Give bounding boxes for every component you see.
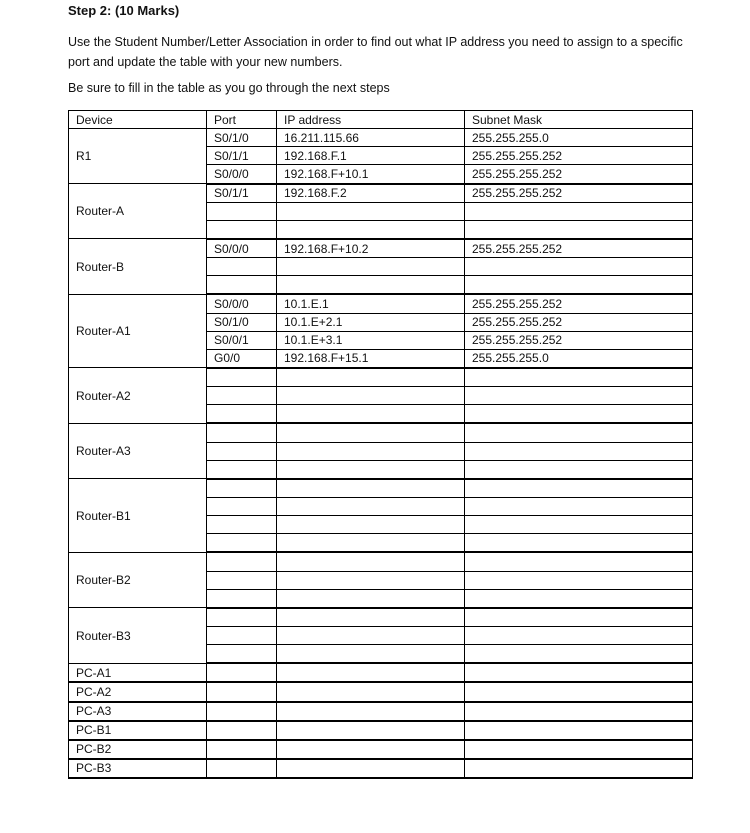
subnet-mask-cell: [465, 258, 693, 276]
ip-address-cell: 192.168.F.1: [277, 147, 465, 165]
table-row: [69, 663, 693, 682]
ip-address-cell: [277, 759, 465, 778]
table-row: [69, 608, 693, 627]
subnet-mask-cell: [465, 516, 693, 534]
instructions-paragraph: Use the Student Number/Letter Association in order to find out what IP address you need to assign to a specific port and update the table with your new numbers.: [68, 35, 683, 69]
header-ip-address: IP address: [277, 111, 465, 129]
device-cell: Router-A1: [69, 294, 207, 368]
subnet-mask-cell: [465, 702, 693, 721]
table-row: [69, 702, 693, 721]
subnet-mask-cell: [465, 497, 693, 515]
table-row: [69, 479, 693, 498]
table-row: [69, 239, 693, 258]
port-cell: [207, 276, 277, 295]
ip-address-cell: [277, 552, 465, 571]
table-header-row: [69, 111, 693, 129]
ip-address-cell: [277, 387, 465, 405]
subnet-mask-cell: 255.255.255.252: [465, 294, 693, 313]
device-cell: Router-B: [69, 239, 207, 294]
table-row: [69, 368, 693, 387]
subnet-mask-cell: [465, 220, 693, 239]
subnet-mask-cell: [465, 534, 693, 553]
ip-address-cell: [277, 702, 465, 721]
port-cell: S0/0/0: [207, 294, 277, 313]
ip-address-cell: 10.1.E+2.1: [277, 313, 465, 331]
subnet-mask-cell: [465, 589, 693, 608]
port-cell: [207, 220, 277, 239]
ip-address-cell: [277, 626, 465, 644]
port-cell: G0/0: [207, 349, 277, 368]
step-heading: Step 2: (10 Marks): [68, 3, 180, 18]
device-cell: R1: [69, 129, 207, 184]
device-cell: Router-A2: [69, 368, 207, 423]
table-row: [69, 682, 693, 701]
ip-address-cell: [277, 534, 465, 553]
port-cell: S0/1/0: [207, 129, 277, 147]
port-cell: [207, 202, 277, 220]
port-cell: S0/0/1: [207, 331, 277, 349]
subnet-mask-cell: 255.255.255.252: [465, 165, 693, 184]
port-cell: [207, 534, 277, 553]
ip-address-cell: [277, 645, 465, 664]
subnet-mask-cell: [465, 608, 693, 627]
ip-address-cell: [277, 721, 465, 740]
port-cell: S0/0/0: [207, 165, 277, 184]
ip-address-cell: [277, 220, 465, 239]
header-device: Device: [69, 111, 207, 129]
port-cell: [207, 516, 277, 534]
subnet-mask-cell: [465, 460, 693, 479]
subnet-mask-cell: 255.255.255.0: [465, 129, 693, 147]
subnet-mask-cell: [465, 721, 693, 740]
ip-address-cell: [277, 460, 465, 479]
port-cell: [207, 589, 277, 608]
subnet-mask-cell: 255.255.255.252: [465, 147, 693, 165]
ip-address-cell: [277, 423, 465, 442]
ip-address-cell: 10.1.E.1: [277, 294, 465, 313]
table-row: [69, 759, 693, 778]
subnet-mask-cell: [465, 368, 693, 387]
device-cell: Router-B3: [69, 608, 207, 663]
device-cell: PC-A3: [69, 702, 207, 721]
ip-address-cell: [277, 368, 465, 387]
header-port: Port: [207, 111, 277, 129]
subnet-mask-cell: [465, 405, 693, 424]
table-row: [69, 184, 693, 203]
ip-address-cell: [277, 571, 465, 589]
ip-address-cell: [277, 608, 465, 627]
subnet-mask-cell: [465, 387, 693, 405]
subnet-mask-cell: 255.255.255.252: [465, 313, 693, 331]
port-cell: [207, 423, 277, 442]
table-row: [69, 721, 693, 740]
table-row: [69, 740, 693, 759]
subnet-mask-cell: [465, 479, 693, 498]
port-cell: S0/0/0: [207, 239, 277, 258]
port-cell: [207, 571, 277, 589]
ip-address-cell: [277, 479, 465, 498]
subnet-mask-cell: [465, 626, 693, 644]
port-cell: [207, 258, 277, 276]
port-cell: [207, 497, 277, 515]
port-cell: [207, 759, 277, 778]
subnet-mask-cell: 255.255.255.252: [465, 331, 693, 349]
port-cell: [207, 387, 277, 405]
instructions-note: Be sure to fill in the table as you go through the next steps: [68, 81, 390, 95]
ip-address-cell: [277, 740, 465, 759]
port-cell: [207, 405, 277, 424]
subnet-mask-cell: [465, 571, 693, 589]
port-cell: [207, 460, 277, 479]
ip-address-cell: [277, 589, 465, 608]
port-cell: S0/1/0: [207, 313, 277, 331]
port-cell: [207, 368, 277, 387]
subnet-mask-cell: [465, 442, 693, 460]
port-cell: [207, 682, 277, 701]
ip-address-cell: 192.168.F.2: [277, 184, 465, 203]
table-row: [69, 129, 693, 147]
ip-address-cell: [277, 202, 465, 220]
port-cell: [207, 626, 277, 644]
ip-address-cell: [277, 682, 465, 701]
port-cell: [207, 702, 277, 721]
port-cell: S0/1/1: [207, 184, 277, 203]
subnet-mask-cell: 255.255.255.0: [465, 349, 693, 368]
table-row: [69, 423, 693, 442]
subnet-mask-cell: 255.255.255.252: [465, 239, 693, 258]
device-cell: PC-B1: [69, 721, 207, 740]
port-cell: [207, 479, 277, 498]
subnet-mask-cell: [465, 552, 693, 571]
ip-address-cell: 10.1.E+3.1: [277, 331, 465, 349]
ip-address-cell: [277, 663, 465, 682]
port-cell: [207, 645, 277, 664]
port-cell: [207, 442, 277, 460]
ip-address-cell: [277, 516, 465, 534]
ip-address-cell: 192.168.F+10.2: [277, 239, 465, 258]
device-cell: PC-B3: [69, 759, 207, 778]
ip-address-cell: 192.168.F+15.1: [277, 349, 465, 368]
subnet-mask-cell: [465, 663, 693, 682]
ip-address-cell: 16.211.115.66: [277, 129, 465, 147]
subnet-mask-cell: [465, 276, 693, 295]
device-cell: Router-A3: [69, 423, 207, 478]
device-cell: PC-B2: [69, 740, 207, 759]
table-row: [69, 294, 693, 313]
ip-address-cell: [277, 405, 465, 424]
subnet-mask-cell: [465, 759, 693, 778]
subnet-mask-cell: [465, 740, 693, 759]
ip-address-cell: 192.168.F+10.1: [277, 165, 465, 184]
subnet-mask-cell: [465, 423, 693, 442]
addressing-table: [68, 110, 693, 779]
ip-address-cell: [277, 258, 465, 276]
ip-address-cell: [277, 442, 465, 460]
device-cell: PC-A2: [69, 682, 207, 701]
subnet-mask-cell: [465, 682, 693, 701]
port-cell: [207, 608, 277, 627]
port-cell: [207, 721, 277, 740]
device-cell: Router-A: [69, 184, 207, 239]
table-row: [69, 552, 693, 571]
port-cell: [207, 663, 277, 682]
subnet-mask-cell: 255.255.255.252: [465, 184, 693, 203]
ip-address-cell: [277, 497, 465, 515]
ip-address-cell: [277, 276, 465, 295]
device-cell: Router-B2: [69, 552, 207, 607]
subnet-mask-cell: [465, 202, 693, 220]
device-cell: PC-A1: [69, 663, 207, 682]
device-cell: Router-B1: [69, 479, 207, 553]
port-cell: [207, 552, 277, 571]
port-cell: [207, 740, 277, 759]
header-subnet-mask: Subnet Mask: [465, 111, 693, 129]
port-cell: S0/1/1: [207, 147, 277, 165]
subnet-mask-cell: [465, 645, 693, 664]
